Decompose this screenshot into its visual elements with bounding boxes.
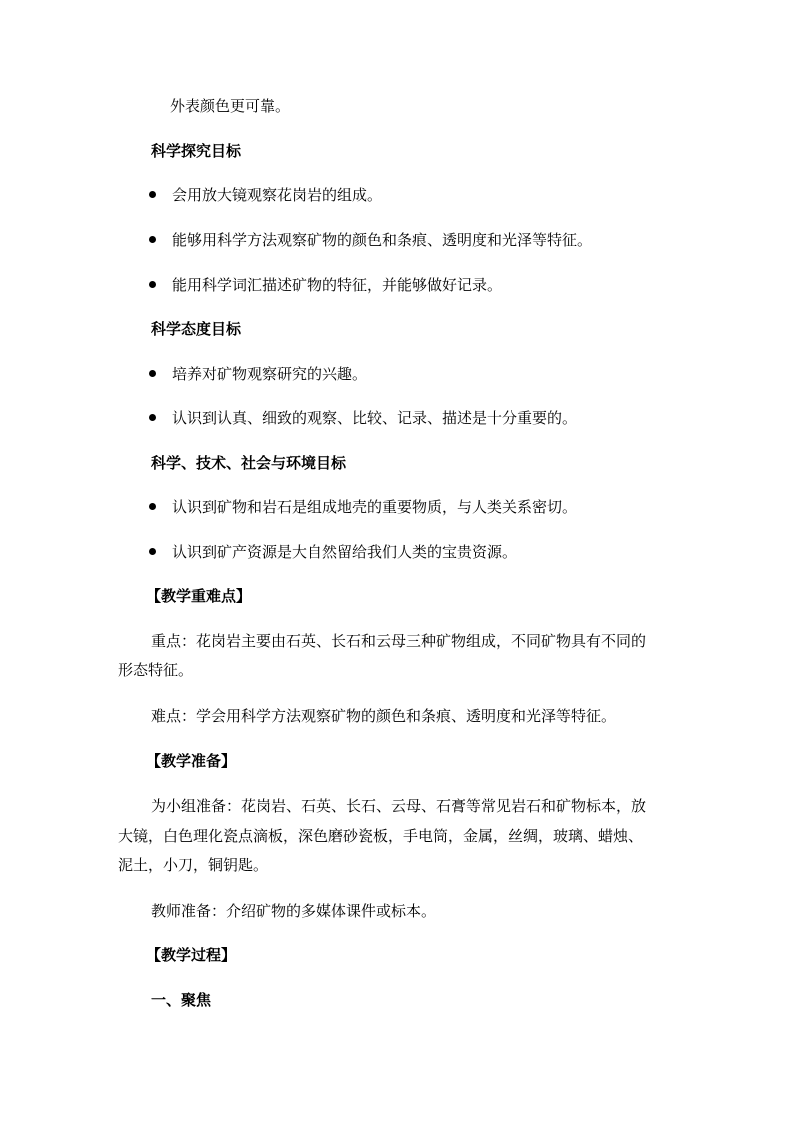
bullet-icon <box>149 281 156 288</box>
focus-text: 重点：花岗岩主要由石英、长石和云母三种矿物组成，不同矿物具有不同的 <box>151 632 647 650</box>
bullet-icon <box>149 191 156 198</box>
list-item: 能够用科学方法观察矿物的颜色和条痕、透明度和光泽等特征。 <box>172 231 593 249</box>
bullet-icon <box>149 548 156 555</box>
list-item: 认识到认真、细致的观察、比较、记录、描述是十分重要的。 <box>172 409 578 427</box>
section-title-stse: 科学、技术、社会与环境目标 <box>151 454 347 472</box>
focus-text-cont: 形态特征。 <box>118 661 194 679</box>
section-title-inquiry: 科学探究目标 <box>151 142 242 160</box>
teacher-prep-text: 教师准备：介绍矿物的多媒体课件或标本。 <box>151 902 437 920</box>
difficulty-text: 难点：学会用科学方法观察矿物的颜色和条痕、透明度和光泽等特征。 <box>151 707 617 725</box>
process-step-title: 一、聚焦 <box>151 991 212 1009</box>
list-item: 培养对矿物观察研究的兴趣。 <box>172 365 368 383</box>
bullet-icon <box>149 414 156 421</box>
bullet-icon <box>149 503 156 510</box>
list-item: 会用放大镜观察花岗岩的组成。 <box>172 186 383 204</box>
key-points-heading: 【教学重难点】 <box>146 587 252 605</box>
group-prep-text: 为小组准备：花岗岩、石英、长石、云母、石膏等常见岩石和矿物标本，放 <box>151 797 647 815</box>
section-title-attitude: 科学态度目标 <box>151 320 242 338</box>
group-prep-text-cont: 大镜，白色理化瓷点滴板，深色磨砂瓷板，手电筒，金属，丝绸，玻璃、蜡烛、 <box>118 827 644 845</box>
group-prep-text-cont: 泥土，小刀，铜钥匙。 <box>118 856 269 874</box>
list-item: 认识到矿物和岩石是组成地壳的重要物质，与人类关系密切。 <box>172 498 578 516</box>
process-heading: 【教学过程】 <box>146 946 237 964</box>
preparation-heading: 【教学准备】 <box>146 752 237 770</box>
list-item: 能用科学词汇描述矿物的特征，并能够做好记录。 <box>172 276 503 294</box>
continuation-text: 外表颜色更可靠。 <box>170 97 291 115</box>
list-item: 认识到矿产资源是大自然留给我们人类的宝贵资源。 <box>172 543 518 561</box>
bullet-icon <box>149 236 156 243</box>
bullet-icon <box>149 370 156 377</box>
